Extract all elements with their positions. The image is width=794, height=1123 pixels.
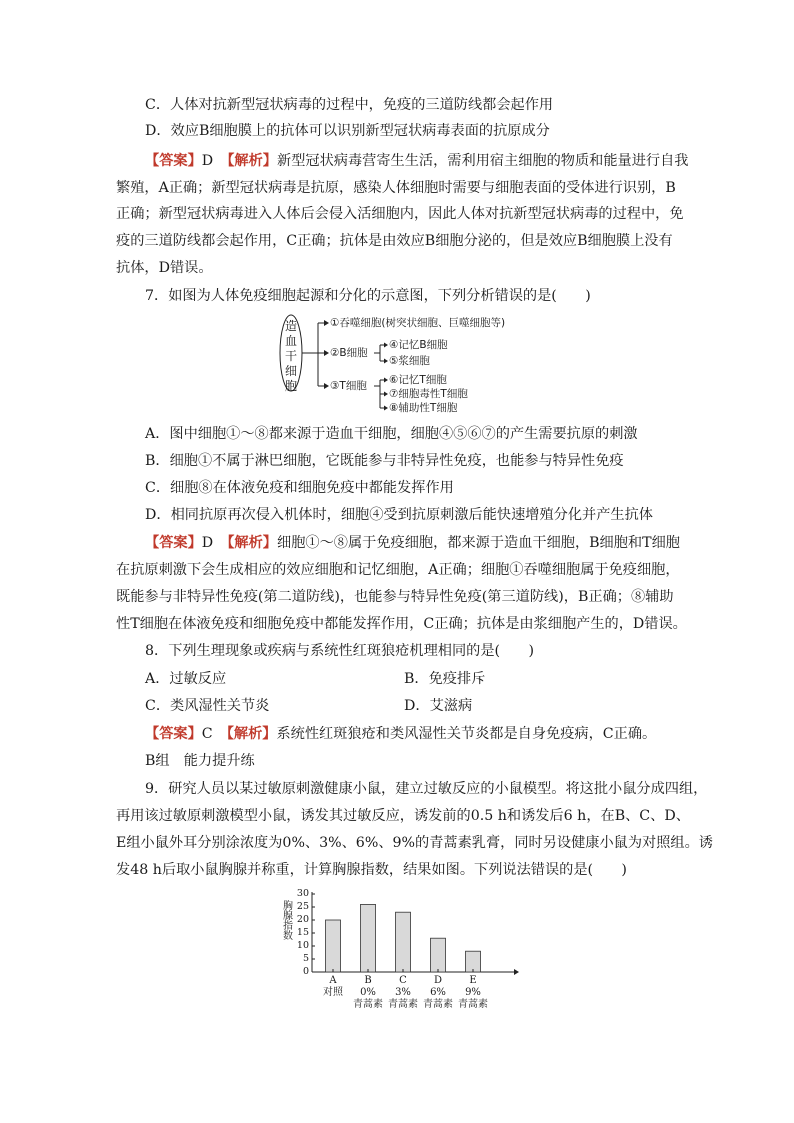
diagram-node-1: ①吞噬细胞(树突状细胞、巨噬细胞等) — [330, 317, 506, 329]
diagram-node-4: ④记忆B细胞 — [389, 339, 448, 351]
analysis-tag: 【解析】 — [226, 726, 277, 742]
y-tick-label: 15 — [296, 927, 309, 938]
thymus-index-chart — [282, 884, 522, 1014]
y-tick-label: 10 — [296, 940, 309, 951]
answer-tag: 【答案】 — [145, 535, 202, 551]
q6-analysis-line-3: 正确；新型冠状病毒进入人体后会侵入活细胞内，因此人体对抗新型冠状病毒的过程中，免 — [116, 206, 684, 222]
q9-stem-line-4: 发48 h后取小鼠胸腺并称重，计算胸腺指数，结果如图。下列说法错误的是( ) — [116, 862, 627, 878]
x-category-label: E — [469, 975, 477, 986]
q6-analysis-line-2: 繁殖，A正确；新型冠状病毒是抗原，感染人体细胞时需要与细胞表面的受体进行识别，B — [116, 180, 676, 196]
x-category-label: C — [399, 975, 407, 986]
diagram-node-5: ⑤浆细胞 — [389, 355, 430, 367]
x-category-label: 青蒿素 — [423, 999, 453, 1010]
bar-E — [466, 951, 481, 972]
x-category-label: 9% — [465, 987, 481, 998]
diagram-node-8: ⑧辅助性T细胞 — [389, 402, 458, 414]
q7-option-b: B．细胞①不属于淋巴细胞，它既能参与非特异性免疫，也能参与特异性免疫 — [145, 453, 624, 469]
q9-stem-line-2: 再用该过敏原刺激模型小鼠，诱发其过敏反应，诱发前的0.5 h和诱发后6 h，在B、C、D、 — [116, 808, 690, 824]
q9-stem-line-1: 9．研究人员以某过敏原刺激健康小鼠，建立过敏反应的小鼠模型。将这批小鼠分成四组， — [145, 781, 708, 797]
immune-cell-diagram — [278, 313, 518, 419]
q7-analysis-line-2: 在抗原刺激下会生成相应的效应细胞和记忆细胞，A正确；细胞①吞噬细胞属于免疫细胞， — [116, 562, 680, 578]
q7-stem: 7．如图为人体免疫细胞起源和分化的示意图，下列分析错误的是( ) — [145, 288, 591, 304]
x-axis-arrow — [514, 969, 519, 975]
x-category-label: 6% — [430, 987, 446, 998]
diagram-node-3: ③T细胞 — [330, 380, 367, 392]
q9-stem-line-3: E组小鼠外耳分别涂浓度为0%、3%、6%、9%的青蒿素乳膏，同时另设健康小鼠为对照组。诱 — [116, 835, 713, 851]
y-tick-label: 30 — [296, 888, 309, 899]
bar-A — [326, 920, 341, 972]
answer-value: D — [201, 153, 214, 169]
answer-value: D — [201, 535, 214, 551]
analysis-text: 系统性红斑狼疮和类风湿性关节炎都是自身免疫病，C正确。 — [276, 726, 657, 742]
x-category-label: D — [433, 975, 443, 986]
q6-option-d: D．效应B细胞膜上的抗体可以识别新型冠状病毒表面的抗原成分 — [145, 123, 550, 139]
x-category-label: A — [329, 975, 337, 986]
diagram-node-2: ②B细胞 — [330, 347, 368, 359]
q8-answer-line — [145, 724, 682, 744]
bar-D — [431, 938, 446, 972]
q7-answer-line — [145, 533, 682, 553]
diagram-node-6: ⑥记忆T细胞 — [389, 374, 447, 386]
x-category-label: 青蒿素 — [353, 999, 383, 1010]
x-category-label: B — [364, 975, 372, 986]
q7-option-d: D．相同抗原再次侵入机体时，细胞④受到抗原刺激后能快速增殖分化并产生抗体 — [145, 507, 653, 523]
y-tick-label: 5 — [302, 953, 309, 964]
q8-stem: 8．下列生理现象或疾病与系统性红斑狼疮机理相同的是( ) — [145, 643, 534, 659]
q6-analysis-line-5: 抗体，D错误。 — [116, 260, 213, 276]
bar-C — [396, 912, 411, 972]
q7-option-c: C．细胞⑧在体液免疫和细胞免疫中都能发挥作用 — [145, 480, 454, 496]
x-category-label: 3% — [395, 987, 411, 998]
diagram-root-hsc: 造血干细胞 — [284, 319, 297, 393]
q6-analysis-line-4: 疫的三道防线都会起作用，C正确；抗体是由效应B细胞分泌的，但是效应B细胞膜上没有 — [116, 233, 673, 249]
q6-option-c: C．人体对抗新型冠状病毒的过程中，免疫的三道防线都会起作用 — [145, 97, 554, 113]
q7-analysis-line-3: 既能参与非特异性免疫(第二道防线)，也能参与特异性免疫(第三道防线)，B正确；⑧辅助 — [116, 589, 674, 605]
analysis-tag: 【解析】 — [227, 153, 277, 169]
y-axis-label: 胸腺指数 — [283, 901, 293, 942]
analysis-text: 新型冠状病毒营寄生生活，需利用宿主细胞的物质和能量进行自我 — [277, 153, 689, 169]
answer-value: C — [201, 726, 213, 742]
x-category-label: 青蒿素 — [388, 999, 418, 1010]
q8-option-c: C．类风湿性关节炎 — [145, 698, 270, 714]
x-category-label: 对照 — [323, 987, 343, 998]
q8-option-b: B．免疫排斥 — [404, 671, 486, 687]
q6-answer-line — [145, 151, 689, 171]
answer-tag: 【答案】 — [145, 726, 202, 742]
y-tick-label: 25 — [296, 901, 309, 912]
x-category-label: 青蒿素 — [458, 999, 488, 1010]
diagram-node-7: ⑦细胞毒性T细胞 — [389, 388, 468, 400]
q8-option-d: D．艾滋病 — [404, 698, 473, 714]
x-category-label: 0% — [360, 987, 376, 998]
bar-B — [361, 904, 376, 972]
q7-analysis-line-4: 性T细胞在体液免疫和细胞免疫中都能发挥作用，C正确；抗体是由浆细胞产生的，D错误。 — [116, 616, 687, 632]
y-tick-label: 20 — [296, 914, 309, 925]
q7-option-a: A．图中细胞①～⑧都来源于造血干细胞，细胞④⑤⑥⑦的产生需要抗原的刺激 — [145, 426, 638, 442]
analysis-tag: 【解析】 — [227, 535, 277, 551]
q8-option-a: A．过敏反应 — [145, 671, 227, 687]
y-tick-label: 0 — [302, 966, 309, 977]
answer-tag: 【答案】 — [145, 153, 202, 169]
analysis-text: 细胞①～⑧属于免疫细胞，都来源于造血干细胞，B细胞和T细胞 — [277, 535, 680, 551]
section-heading: B组 能力提升练 — [145, 753, 255, 769]
chart-plot — [282, 884, 522, 976]
